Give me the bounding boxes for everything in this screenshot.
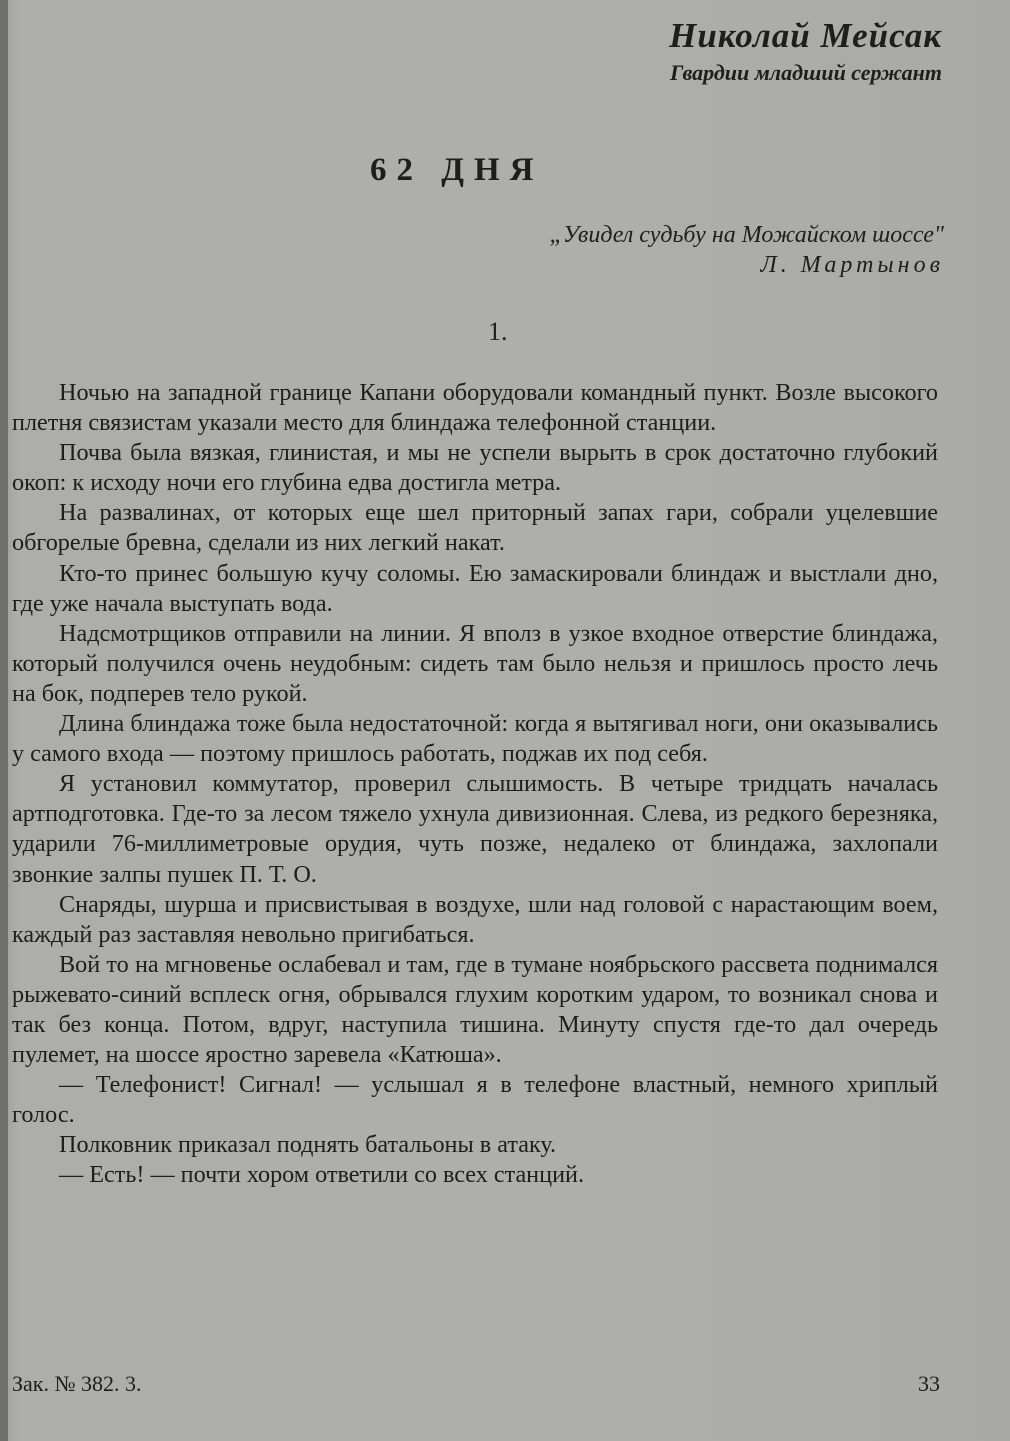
paragraph: Ночью на западной границе Капани оборудовали командный пункт. Возле высокого плетня связистам указали место для блиндажа телефонной станции. (12, 379, 938, 437)
paragraph: Кто-то принес большую кучу соломы. Ею замаскировали блиндаж и выстлали дно, где уже начала выступать вода. (12, 559, 938, 617)
paragraph: Полковник приказал поднять батальоны в атаку. (59, 1131, 557, 1159)
epigraph-quote: „Увидел судьбу на Можайском шоссе" (549, 222, 944, 248)
page-spine-shadow (0, 0, 8, 1441)
chapter-title: 62 ДНЯ (370, 152, 544, 188)
paragraph: Надсмотрщиков отправили на линии. Я вполз в узкое входное отверстие блиндажа, который получился очень неудобным: сидеть там было нельзя и пришлось просто лечь на бок, подперев тело рукой. (12, 619, 938, 707)
paragraph: Я установил коммутатор, проверил слышимость. В четыре тридцать началась артподготовка. Где-то за лесом тяжело ухнула дивизионная. Слева, из редкого березняка, ударили 76-миллиметровые орудия, чуть позже, недалеко от блиндажа, захлопали звонкие залпы пушек П. Т. О. (12, 770, 938, 888)
section-number: 1. (488, 317, 508, 346)
author-name: Николай Мейсак (669, 16, 942, 55)
paragraph: Вой то на мгновенье ослабевал и там, где в тумане ноябрьского рассвета поднимался рыжевато-синий всплеск огня, обрывался глухим коротким ударом, то возникал снова и так без конца. Потом, вдруг, наступила тишина. Минуту спустя где-то дал очередь пулемет, на шоссе яростно заревела «Катюша». (12, 950, 938, 1069)
paragraph: — Телефонист! Сигнал! — услышал я в телефоне властный, немного хриплый голос. (12, 1071, 938, 1129)
paragraph: Почва была вязкая, глинистая, и мы не успели вырыть в срок достаточно глубокий окоп: к исходу ночи его глубина едва достигла метра. (12, 439, 938, 497)
page-number: 33 (918, 1371, 940, 1396)
print-order-info: Зак. № 382. 3. (12, 1371, 142, 1396)
author-rank: Гвардии младший сержант (670, 60, 942, 85)
epigraph-author: Л. Мартынов (760, 252, 944, 278)
paragraph: — Есть! — почти хором ответили со всех станций. (59, 1161, 585, 1189)
body-text (12, 378, 938, 1191)
paragraph: Снаряды, шурша и присвистывая в воздухе, шли над головой с нарастающим воем, каждый раз заставляя невольно пригибаться. (12, 890, 938, 948)
paragraph: Длина блиндажа тоже была недостаточной: когда я вытягивал ноги, они оказывались у самого входа — поэтому пришлось работать, поджав их под себя. (12, 710, 938, 768)
paragraph: На развалинах, от которых еще шел приторный запах гари, собрали уцелевшие обгорелые бревна, сделали из них легкий накат. (12, 499, 938, 557)
epigraph (550, 220, 944, 280)
